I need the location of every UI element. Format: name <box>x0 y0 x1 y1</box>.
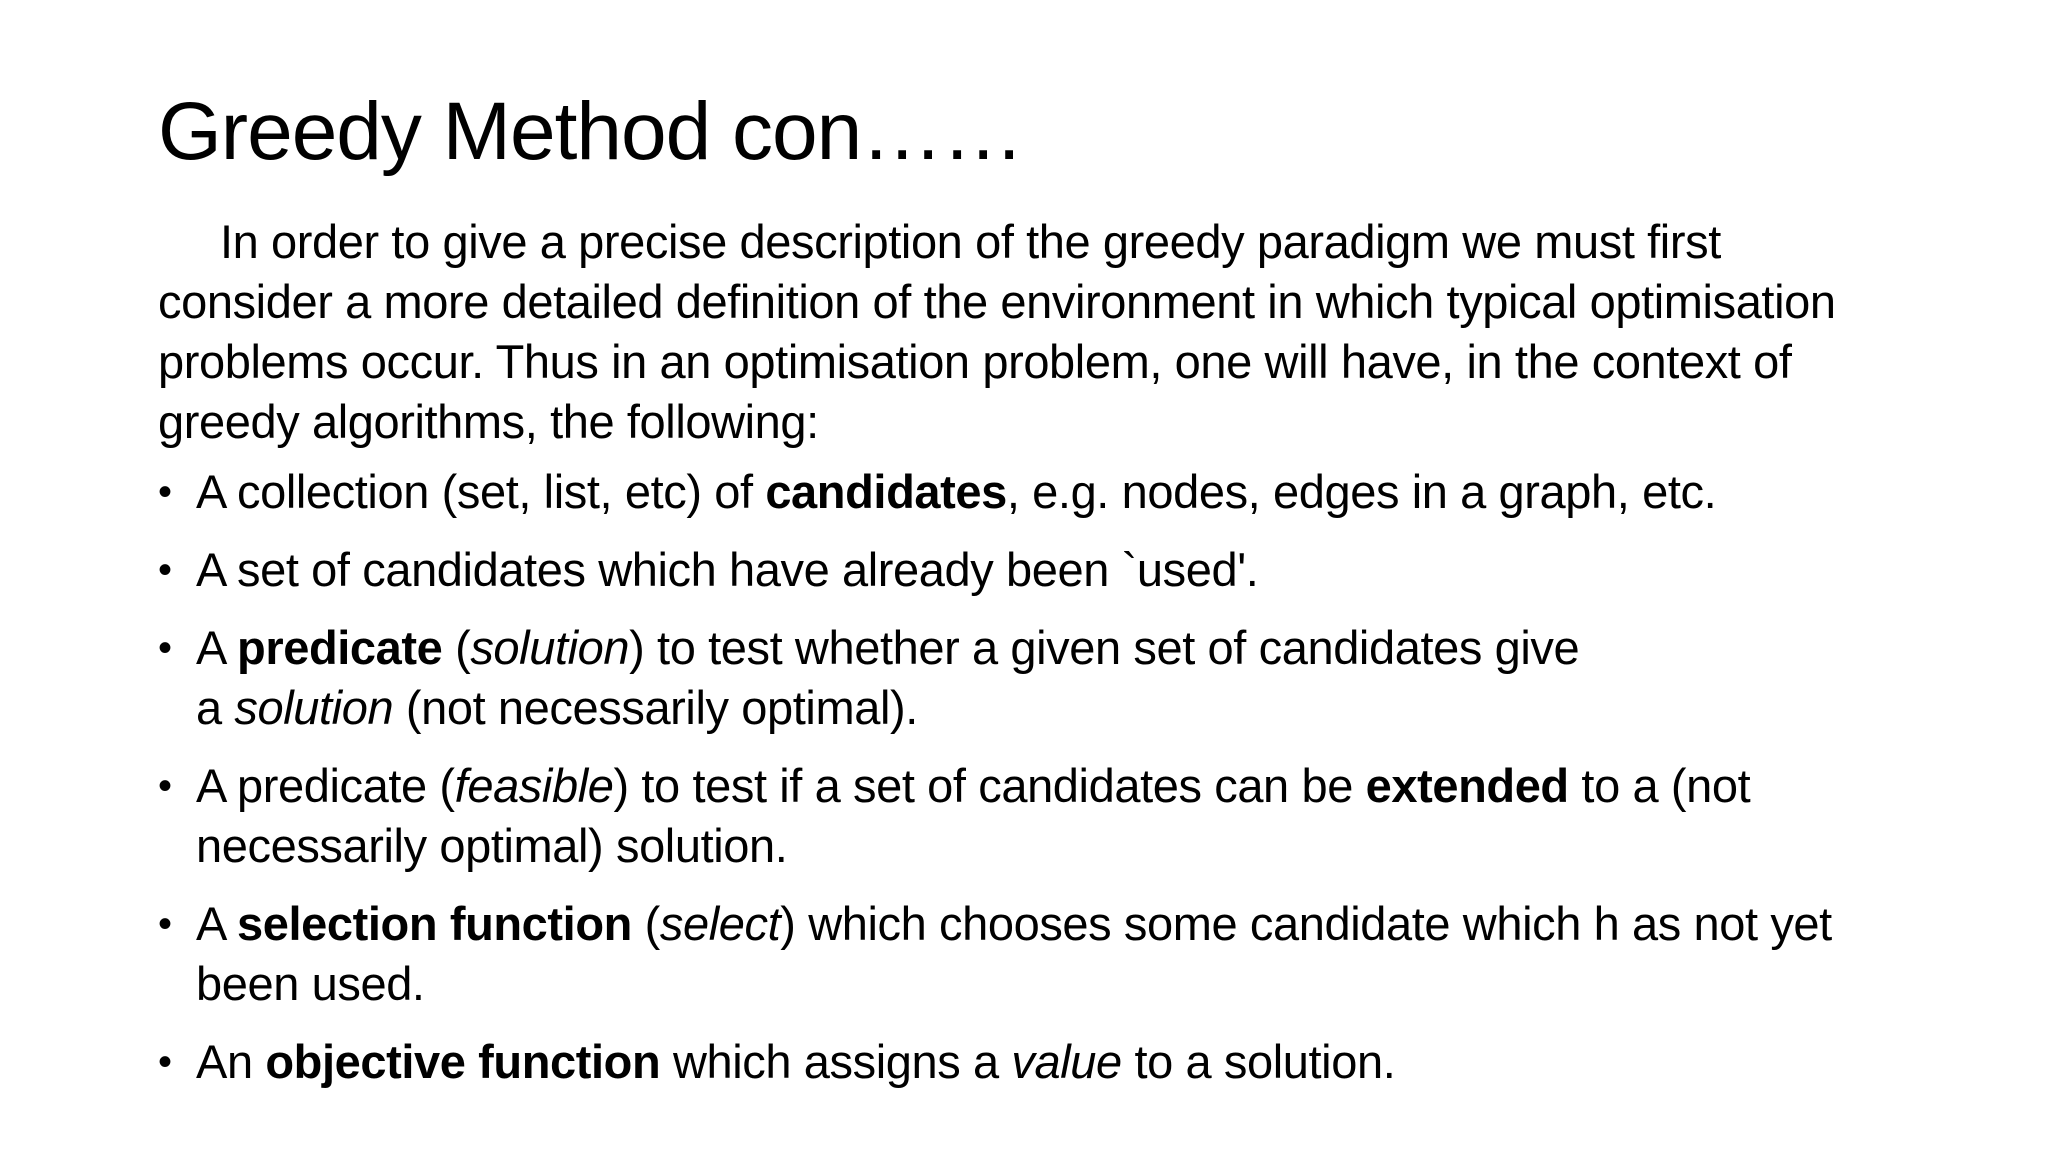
bullet-icon: • <box>158 764 172 808</box>
bullet-bold-term: candidates <box>765 465 1007 518</box>
bullet-selection-function <box>158 894 1898 1014</box>
bullet-text: (not necessarily optimal). <box>393 681 918 734</box>
bullet-text: to a solution. <box>1121 1035 1396 1088</box>
bullet-text: , e.g. nodes, edges in a graph, etc. <box>1006 465 1717 518</box>
bullet-icon: • <box>158 1040 172 1084</box>
bullet-text: An <box>196 1035 266 1088</box>
bullet-list <box>158 462 1898 1092</box>
bullet-feasible-predicate <box>158 756 1898 876</box>
bullet-text: A predicate ( <box>196 759 455 812</box>
bullet-text: A collection (set, list, etc) of <box>196 465 766 518</box>
bullet-italic-term: solution <box>470 621 630 674</box>
bullet-bold-term: extended <box>1365 759 1569 812</box>
bullet-solution-predicate <box>158 618 1898 738</box>
bullet-icon: • <box>158 470 172 514</box>
bullet-text: to a (not necessarily optimal) solution. <box>196 759 1751 872</box>
bullet-italic-term: select <box>659 897 781 950</box>
bullet-objective-function <box>158 1032 1898 1092</box>
slide-body <box>158 212 1898 1110</box>
intro-paragraph: In order to give a precise description of the greedy paradigm we must first consider a more detailed definition of the environment in which typical optimisation problems occur. Thus in an optimisation problem, one will have, in the context of greedy algorithms, the following: <box>158 215 1836 448</box>
bullet-text: ( <box>631 897 660 950</box>
bullet-icon: • <box>158 548 172 592</box>
bullet-text: A set of candidates which have already been `used'. <box>196 543 1259 596</box>
bullet-text: which assigns a <box>660 1035 1012 1088</box>
bullet-text: A <box>196 897 238 950</box>
bullet-text: ( <box>442 621 471 674</box>
bullet-italic-term: value <box>1011 1035 1122 1088</box>
bullet-icon: • <box>158 902 172 946</box>
bullet-icon: • <box>158 626 172 670</box>
bullet-bold-term: objective function <box>265 1035 661 1088</box>
bullet-bold-term: selection function <box>237 897 632 950</box>
bullet-used-set <box>158 540 1898 600</box>
bullet-text: ) to test whether a given set of candidates give <box>629 621 1580 674</box>
bullet-text: a <box>196 681 235 734</box>
bullet-text: ) to test if a set of candidates can be <box>613 759 1366 812</box>
bullet-line <box>196 621 1579 674</box>
bullet-italic-term: solution <box>234 681 394 734</box>
slide-title: Greedy Method con…… <box>158 86 1024 177</box>
bullet-italic-term: feasible <box>454 759 614 812</box>
bullet-text: A <box>196 621 238 674</box>
bullet-candidates <box>158 462 1898 522</box>
bullet-bold-term: predicate <box>237 621 443 674</box>
bullet-text: ) which chooses some candidate which h as not yet been used. <box>196 897 1832 1010</box>
